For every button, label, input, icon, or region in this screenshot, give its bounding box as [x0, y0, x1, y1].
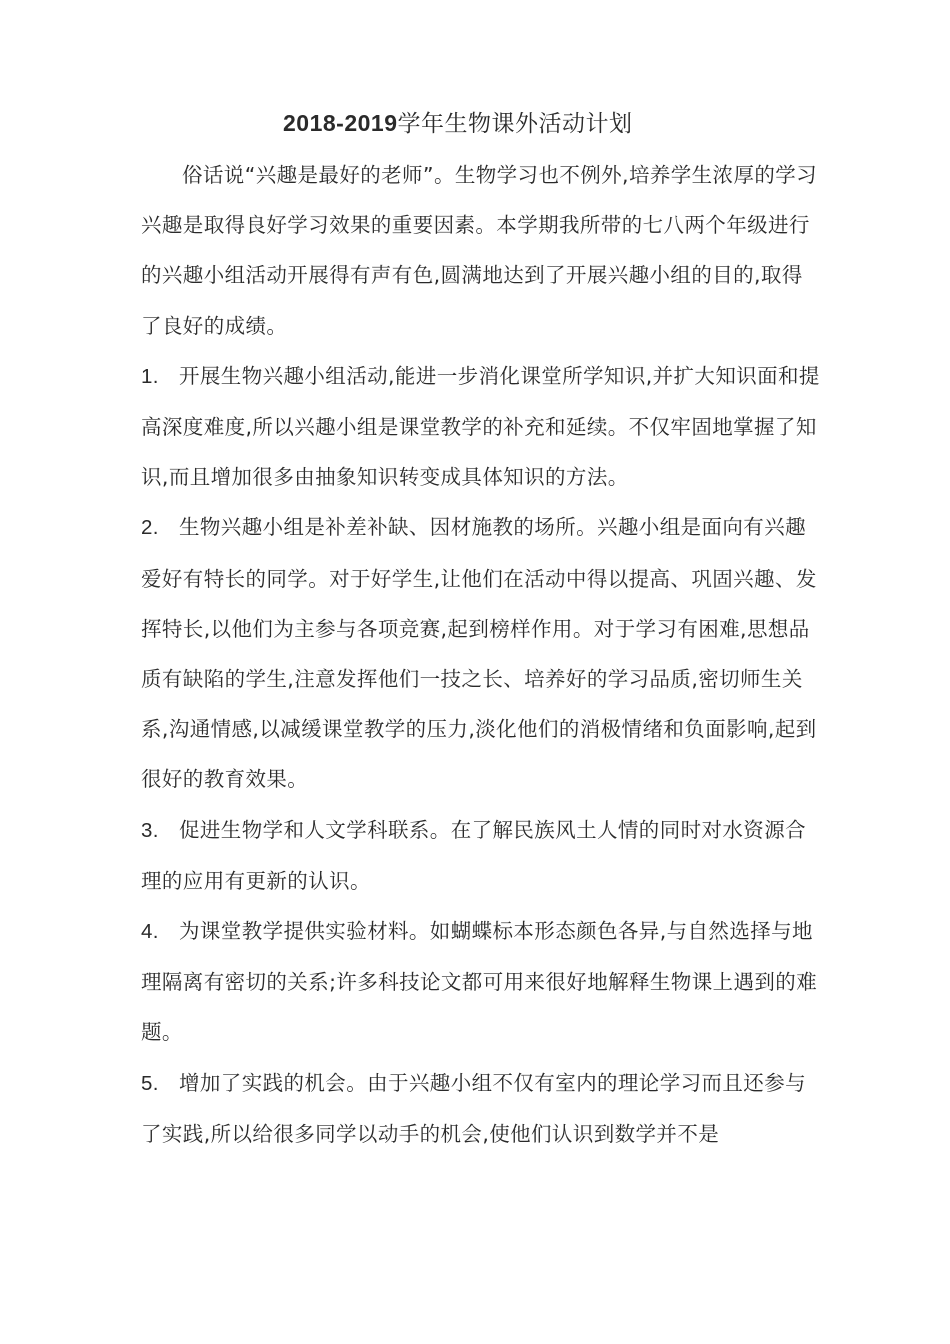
item-text: 为课堂教学提供实验材料。如蝴蝶标本形态颜色各异,与自然选择与地理隔离有密切的关系;许多科技论文都可用来很好地解释生物课上遇到的难题。: [141, 919, 818, 1045]
title-year: 2018-2019: [283, 110, 398, 136]
item-text: 增加了实践的机会。由于兴趣小组不仅有室内的理论学习而且还参与了实践,所以给很多同学以动手的机会,使他们认识到数学并不是: [141, 1070, 806, 1146]
document-body: [141, 150, 821, 1159]
list-item-1: [141, 351, 821, 503]
list-item-4: [141, 906, 821, 1058]
document-title: [283, 108, 643, 139]
item-number: 3.: [141, 818, 159, 842]
item-number: 2.: [141, 516, 159, 540]
list-item-3: [141, 805, 821, 906]
item-number: 5.: [141, 1071, 159, 1095]
item-text: 开展生物兴趣小组活动,能进一步消化课堂所学知识,并扩大知识面和提高深度难度,所以兴趣小组是课堂教学的补充和延续。不仅牢固地掌握了知识,而且增加很多由抽象知识转变成具体知识的方法。: [141, 363, 820, 490]
intro-paragraph: 俗话说“兴趣是最好的老师”。生物学习也不例外,培养学生浓厚的学习兴趣是取得良好学习效果的重要因素。本学期我所带的七八两个年级进行的兴趣小组活动开展得有声有色,圆满地达到了开展兴趣小组的目的,取得了良好的成绩。: [141, 163, 818, 338]
title-text: 学年生物课外活动计划: [397, 111, 633, 137]
item-text: 生物兴趣小组是补差补缺、因材施教的场所。兴趣小组是面向有兴趣爱好有特长的同学。对于好学生,让他们在活动中得以提高、巩固兴趣、发挥特长,以他们为主参与各项竞赛,起到榜样作用。对于学习有困难,思想品质有缺陷的学生,注意发挥他们一技之长、培养好的学习品质,密切师生关系,沟通情感,以减缓课堂教学的压力,淡化他们的消极情绪和负面影响,起到很好的教育效果。: [141, 515, 817, 792]
item-number: 1.: [141, 364, 159, 388]
item-number: 4.: [141, 920, 159, 944]
list-item-5: [141, 1058, 821, 1159]
list-item-2: [141, 502, 821, 804]
item-text: 促进生物学和人文学科联系。在了解民族风土人情的同时对水资源合理的应用有更新的认识。: [141, 817, 806, 893]
